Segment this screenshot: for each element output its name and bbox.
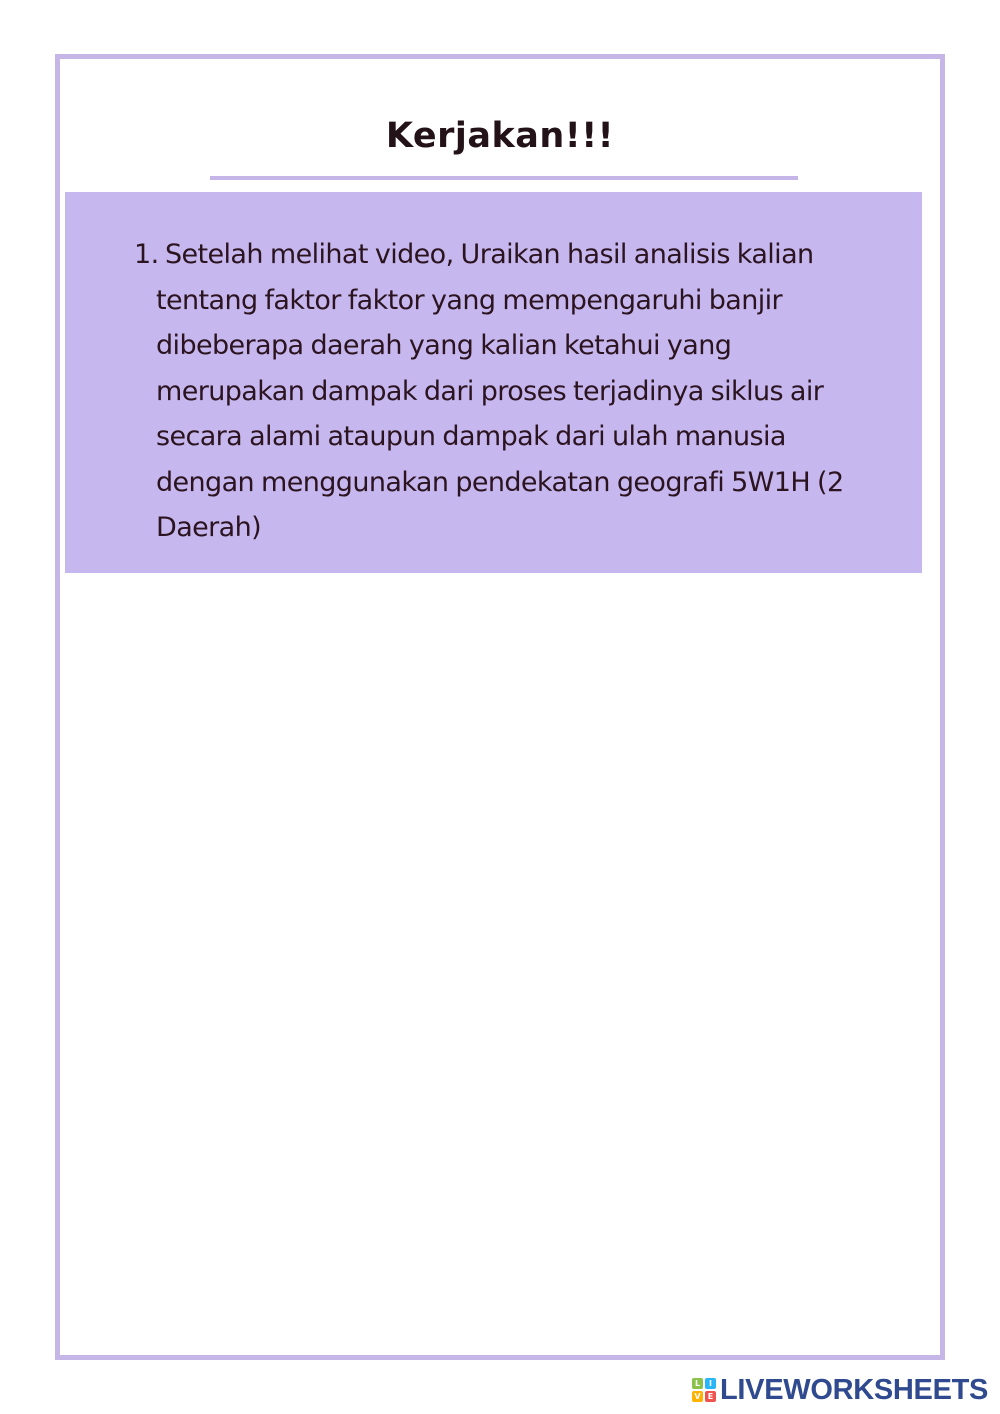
question-1 [134,232,854,551]
logo-text: LIVEWORKSHEETS [720,1373,989,1406]
worksheet-title: Kerjakan!!! [385,116,615,156]
question-text-line: merupakan dampak dari proses terjadinya siklus air [156,375,824,407]
question-text-line: Setelah melihat video, Uraikan hasil analisis kalian [164,239,814,270]
question-line-1 [134,232,854,278]
title-divider [210,176,798,180]
question-text-line: tentang faktor faktor yang mempengaruhi banjir [156,284,783,316]
liveworksheets-logo-icon [692,1378,716,1402]
liveworksheets-logo [692,1374,988,1406]
question-text-line: dibeberapa daerah yang kalian ketahui yang [156,330,732,361]
logo-letter: V [692,1391,703,1402]
question-number: 1. [134,239,159,270]
question-text-line: Daerah) [156,512,262,543]
logo-letter: L [692,1378,703,1389]
question-text-line: dengan menggunakan pendekatan geografi 5W1H (2 [156,466,844,498]
logo-letter: I [705,1378,716,1389]
question-text-line: secara alami ataupun dampak dari ulah manusia [156,421,786,452]
logo-letter: E [705,1391,716,1402]
